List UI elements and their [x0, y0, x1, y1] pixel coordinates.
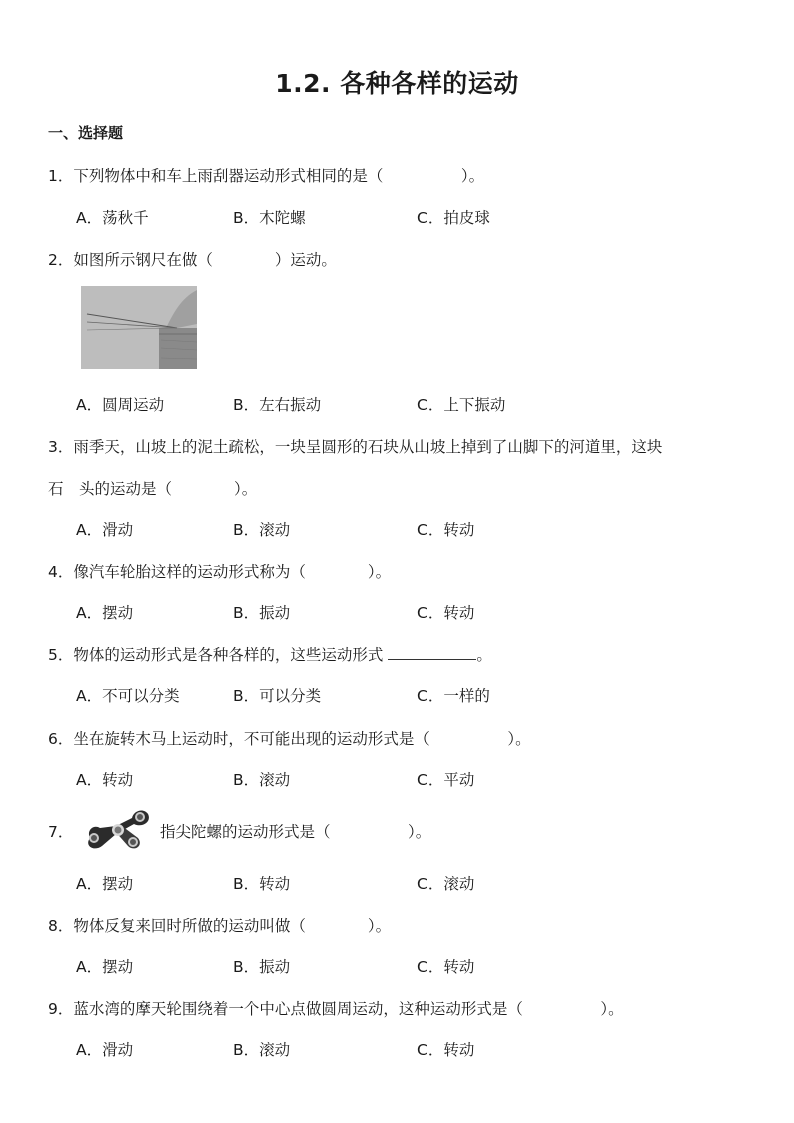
question-1-option-a[interactable]: A．荡秋千 — [76, 209, 149, 227]
question-1-stem: 1．下列物体中和车上雨刮器运动形式相同的是（ ）。 — [48, 167, 485, 185]
question-3-stem-continued: 石 头的运动是（ ）。 — [48, 480, 258, 498]
question-5-option-c[interactable]: C．一样的 — [417, 687, 490, 705]
answer-blank[interactable] — [388, 645, 476, 660]
question-2-stem: 2．如图所示钢尺在做（ ）运动。 — [48, 251, 337, 269]
page-title: 1.2. 各种各样的运动 — [275, 69, 519, 98]
question-7-number: 7． — [48, 823, 74, 841]
fidget-spinner-image — [76, 806, 156, 854]
question-4-stem: 4．像汽车轮胎这样的运动形式称为（ ）。 — [48, 563, 392, 581]
question-3-option-c[interactable]: C．转动 — [417, 521, 475, 539]
question-6-option-c[interactable]: C．平动 — [417, 771, 475, 789]
question-5-option-b[interactable]: B．可以分类 — [233, 687, 322, 705]
question-6-option-b[interactable]: B．滚动 — [233, 771, 291, 789]
question-1-option-b[interactable]: B．木陀螺 — [233, 209, 306, 227]
question-3-option-b[interactable]: B．滚动 — [233, 521, 291, 539]
question-5-stem-text: 5．物体的运动形式是各种各样的，这些运动形式 — [48, 646, 384, 664]
question-4-option-c[interactable]: C．转动 — [417, 604, 475, 622]
question-9-option-c[interactable]: C．转动 — [417, 1041, 475, 1059]
question-2-option-b[interactable]: B．左右振动 — [233, 396, 322, 414]
steel-ruler-photo — [81, 286, 197, 369]
question-7-stem: 指尖陀螺的运动形式是（ ）。 — [160, 823, 432, 841]
question-3-stem: 3．雨季天，山坡上的泥土疏松，一块呈圆形的石块从山坡上掉到了山脚下的河道里，这块 — [48, 438, 663, 456]
question-8-option-c[interactable]: C．转动 — [417, 958, 475, 976]
question-2-option-c[interactable]: C．上下振动 — [417, 396, 506, 414]
question-9-option-b[interactable]: B．滚动 — [233, 1041, 291, 1059]
question-7-option-a[interactable]: A．摆动 — [76, 875, 134, 893]
question-6-stem: 6．坐在旋转木马上运动时，不可能出现的运动形式是（ ）。 — [48, 730, 531, 748]
question-3-option-a[interactable]: A．滑动 — [76, 521, 134, 539]
question-7-option-c[interactable]: C．滚动 — [417, 875, 475, 893]
question-8-option-b[interactable]: B．振动 — [233, 958, 291, 976]
question-9-stem: 9．蓝水湾的摩天轮围绕着一个中心点做圆周运动，这种运动形式是（ ）。 — [48, 1000, 624, 1018]
question-7-option-b[interactable]: B．转动 — [233, 875, 291, 893]
question-1-option-c[interactable]: C．拍皮球 — [417, 209, 490, 227]
question-6-option-a[interactable]: A．转动 — [76, 771, 134, 789]
question-5-option-a[interactable]: A．不可以分类 — [76, 687, 180, 705]
question-5-stem — [48, 643, 492, 665]
question-9-option-a[interactable]: A．滑动 — [76, 1041, 134, 1059]
question-2-option-a[interactable]: A．圆周运动 — [76, 396, 165, 414]
question-4-option-b[interactable]: B．振动 — [233, 604, 291, 622]
question-8-option-a[interactable]: A．摆动 — [76, 958, 134, 976]
question-8-stem: 8．物体反复来回时所做的运动叫做（ ）。 — [48, 917, 392, 935]
section-heading: 一、选择题 — [48, 124, 124, 142]
question-4-option-a[interactable]: A．摆动 — [76, 604, 134, 622]
question-5-stem-end: 。 — [476, 646, 492, 664]
